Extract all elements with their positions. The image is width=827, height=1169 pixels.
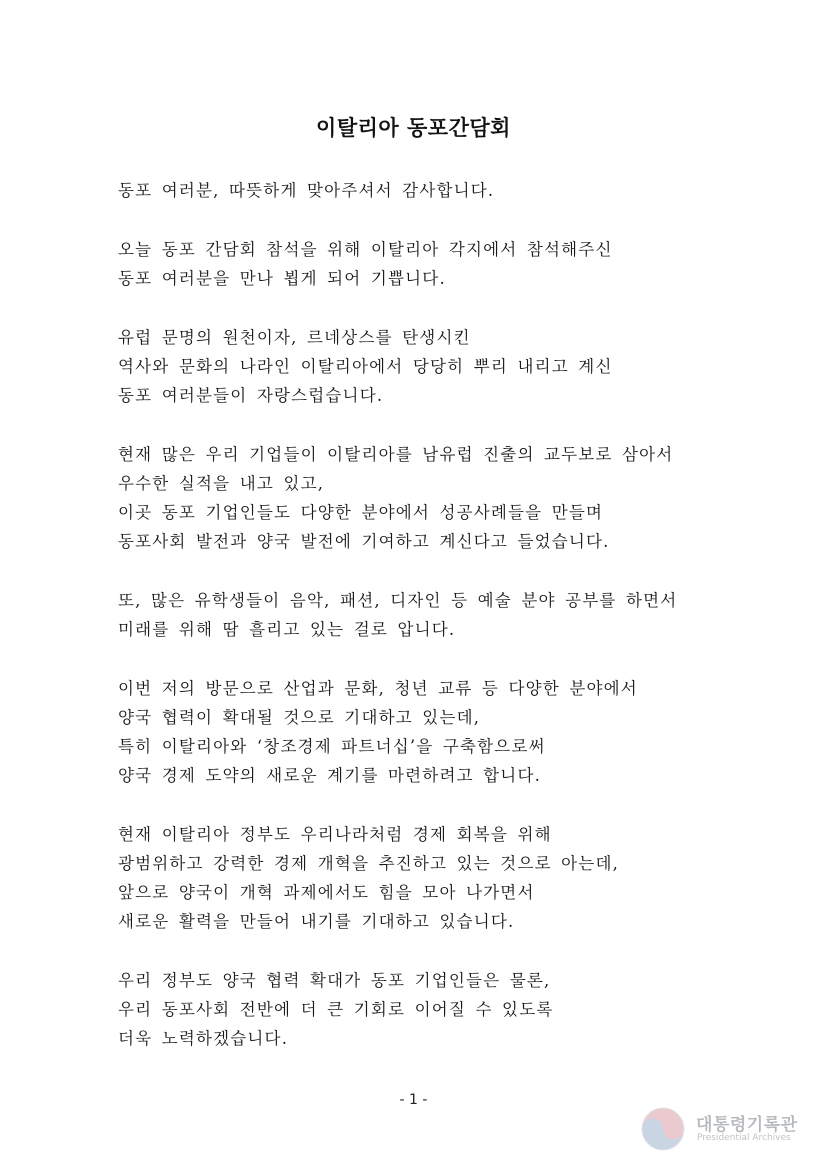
paragraph-6 <box>118 674 758 790</box>
text-line: 오늘 동포 간담회 참석을 위해 이탈리아 각지에서 참석해주신 <box>118 240 613 259</box>
text-line: 동포사회 발전과 양국 발전에 기여하고 계신다고 들었습니다. <box>118 532 610 551</box>
paragraph-7 <box>118 820 758 936</box>
text-line: 동포 여러분을 만나 뵙게 되어 기쁩니다. <box>118 269 446 288</box>
archive-watermark <box>640 1106 815 1152</box>
paragraph-2 <box>118 235 758 293</box>
archive-name: 대통령기록관 <box>696 1115 798 1135</box>
taegeuk-emblem-icon <box>640 1106 686 1152</box>
text-line: 앞으로 양국이 개혁 과제에서도 힘을 모아 나가면서 <box>118 883 535 902</box>
text-line: 양국 협력이 확대될 것으로 기대하고 있는데, <box>118 708 481 727</box>
paragraph-3 <box>118 323 758 410</box>
text-line: 동포 여러분, 따뜻하게 맞아주셔서 감사합니다. <box>118 181 495 200</box>
text-line: 새로운 활력을 만들어 내기를 기대하고 있습니다. <box>118 912 515 931</box>
paragraph-4 <box>118 440 758 556</box>
text-line: 이번 저의 방문으로 산업과 문화, 청년 교류 등 다양한 분야에서 <box>118 679 638 698</box>
text-line: 미래를 위해 땀 흘리고 있는 걸로 압니다. <box>118 620 456 639</box>
text-line: 현재 이탈리아 정부도 우리나라처럼 경제 회복을 위해 <box>118 825 552 844</box>
paragraph-1 <box>118 176 758 205</box>
paragraph-5 <box>118 586 758 644</box>
text-line: 현재 많은 우리 기업들이 이탈리아를 남유럽 진출의 교두보로 삼아서 <box>118 445 674 464</box>
text-line: 우리 동포사회 전반에 더 큰 기회로 이어질 수 있도록 <box>118 1000 554 1019</box>
page-number: - 1 - <box>399 1092 428 1108</box>
text-line: 특히 이탈리아와 ‘창조경제 파트너십’을 구축함으로써 <box>118 737 546 756</box>
text-line: 이곳 동포 기업인들도 다양한 분야에서 성공사례들을 만들며 <box>118 503 604 522</box>
text-line: 더욱 노력하겠습니다. <box>118 1029 289 1048</box>
text-line: 역사와 문화의 나라인 이탈리아에서 당당히 뿌리 내리고 계신 <box>118 357 613 376</box>
page-title: 이탈리아 동포간담회 <box>316 116 511 140</box>
text-line: 우리 정부도 양국 협력 확대가 동포 기업인들은 물론, <box>118 971 551 990</box>
archive-name-en: Presidential Archives <box>697 1133 791 1143</box>
text-line: 우수한 실적을 내고 있고, <box>118 474 325 493</box>
text-line: 유럽 문명의 원천이자, 르네상스를 탄생시킨 <box>118 328 471 347</box>
text-line: 또, 많은 유학생들이 음악, 패션, 디자인 등 예술 분야 공부를 하면서 <box>118 591 678 610</box>
text-line: 동포 여러분들이 자랑스럽습니다. <box>118 386 384 405</box>
text-line: 양국 경제 도약의 새로운 계기를 마련하려고 합니다. <box>118 766 542 785</box>
text-line: 광범위하고 강력한 경제 개혁을 추진하고 있는 것으로 아는데, <box>118 854 620 873</box>
paragraph-8 <box>118 966 758 1053</box>
speech-body <box>118 176 758 1083</box>
